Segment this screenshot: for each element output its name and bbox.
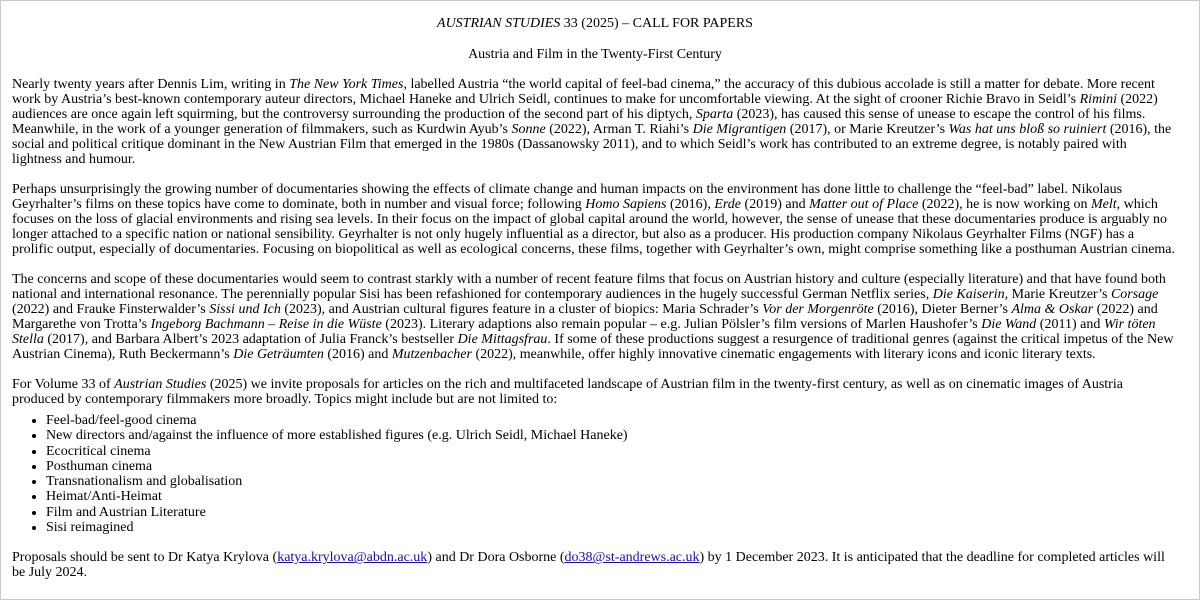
list-item: • New directors and/against the influence of more established figures (e.g. Ulrich Seidl, Michael Haneke) <box>46 428 1178 443</box>
document-title <box>12 16 1178 31</box>
paragraph-contact: Proposals should be sent to Dr Katya Krylova (katya.krylova@abdn.ac.uk) and Dr Dora Osborne (do38@st-andrews.ac.uk) by 1 December 2023. It is anticipated that the deadline for completed articles will be July 2024. <box>12 550 1165 581</box>
list-item: • Sisi reimagined <box>46 520 1178 535</box>
title-rest: 33 (2025) – CALL FOR PAPERS <box>560 16 753 31</box>
paragraph-invitation: For Volume 33 of Austrian Studies (2025) we invite proposals for articles on the rich and multifaceted landscape of Austrian film in the twenty-first century, as well as on cinematic images of Austria produced by contemporary filmmakers more broadly. Topics might include but are not limited to: <box>12 377 1123 407</box>
list-item: • Heimat/Anti-Heimat <box>46 489 1178 504</box>
list-item: • Posthuman cinema <box>46 459 1178 474</box>
email-link-krylova[interactable]: katya.krylova@abdn.ac.uk <box>277 550 428 566</box>
list-item: • Feel-bad/feel-good cinema <box>46 413 1178 428</box>
document-body <box>12 16 1178 580</box>
document-subtitle: Austria and Film in the Twenty-First Century <box>468 47 722 62</box>
journal-name: AUSTRIAN STUDIES <box>437 16 561 31</box>
paragraph-feature-films: The concerns and scope of these documentaries would seem to contrast starkly with a number of recent feature films that focus on Austrian history and culture (especially literature) and that have found both national and international resonance. The perennially popular Sisi has been refashioned for contemporary audiences in the hugely successful German Netflix series, Die Kaiserin, Marie Kreutzer’s Corsage (2022) and Frauke Finsterwalder’s Sissi und Ich (2023), and Austrian cultural figures feature in a cluster of biopics: Maria Schrader’s Vor der Morgenröte (2016), Dieter Berner’s Alma & Oskar (2022) and Margarethe von Trotta’s Ingeborg Bachmann – Reise in die Wüste (2023). Literary adaptions also remain popular – e.g. Julian Pölsler’s film versions of Marlen Haushofer’s Die Wand (2011) and Wir töten Stella (2017), and Barbara Albert’s 2023 adaptation of Julia Franck’s bestseller Die Mittagsfrau. If some of these productions suggest a resurgence of traditional genres (against the critical impetus of the New Austrian Cinema), Ruth Beckermann’s Die Geträumten (2016) and Mutzenbacher (2022), meanwhile, offer highly innovative cinematic engagements with literary icons and iconic literary texts. <box>12 272 1174 362</box>
list-item: • Ecocritical cinema <box>46 444 1178 459</box>
list-item: • Film and Austrian Literature <box>46 505 1178 520</box>
email-link-osborne[interactable]: do38@st-andrews.ac.uk <box>564 550 700 566</box>
list-item: • Transnationalism and globalisation <box>46 474 1178 489</box>
paragraph-documentaries: Perhaps unsurprisingly the growing number of documentaries showing the effects of climate change and human impacts on the environment has done little to challenge the “feel-bad” label. Nikolaus Geyrhalter’s films on these topics have come to dominate, both in number and visual force; following Homo Sapiens (2016), Erde (2019) and Matter out of Place (2022), he is now working on Melt, which focuses on the loss of glacial environments and rising sea levels. In their focus on the impact of global capital around the world, however, the sense of unease that these documentaries produce is arguably no longer attached to a specific nation or national sensibility. Geyrhalter is not only hugely influential as a director, but also as a producer. His production company Nikolaus Geyrhalter Films (NGF) has a prolific output, especially of documentaries. Focusing on biopolitical as well as ecological concerns, these films, together with Geyrhalter’s own, might comprise something like a posthuman Austrian cinema. <box>12 182 1176 257</box>
topics-list <box>12 413 1178 535</box>
paragraph-intro: Nearly twenty years after Dennis Lim, writing in The New York Times, labelled Austria “the world capital of feel-bad cinema,” the accuracy of this dubious accolade is still a matter for debate. More recent work by Austria’s best-known contemporary auteur directors, Michael Haneke and Ulrich Seidl, continues to make for uncomfortable viewing. At the sight of crooner Richie Bravo in Seidl’s Rimini (2022) audiences are once again left squirming, but the controversy surrounding the production of the second part of his diptych, Sparta (2023), has caused this sense of unease to escape the control of his films. Meanwhile, in the work of a younger generation of filmmakers, such as Kurdwin Ayub’s Sonne (2022), Arman T. Riahi’s Die Migrantigen (2017), or Marie Kreutzer’s Was hat uns bloß so ruiniert (2016), the social and political critique dominant in the New Austrian Film that emerged in the 1980s (Dassanowsky 2011), and to which Seidl’s work has contributed to an extreme degree, is notably paired with lightness and humour. <box>12 77 1172 167</box>
